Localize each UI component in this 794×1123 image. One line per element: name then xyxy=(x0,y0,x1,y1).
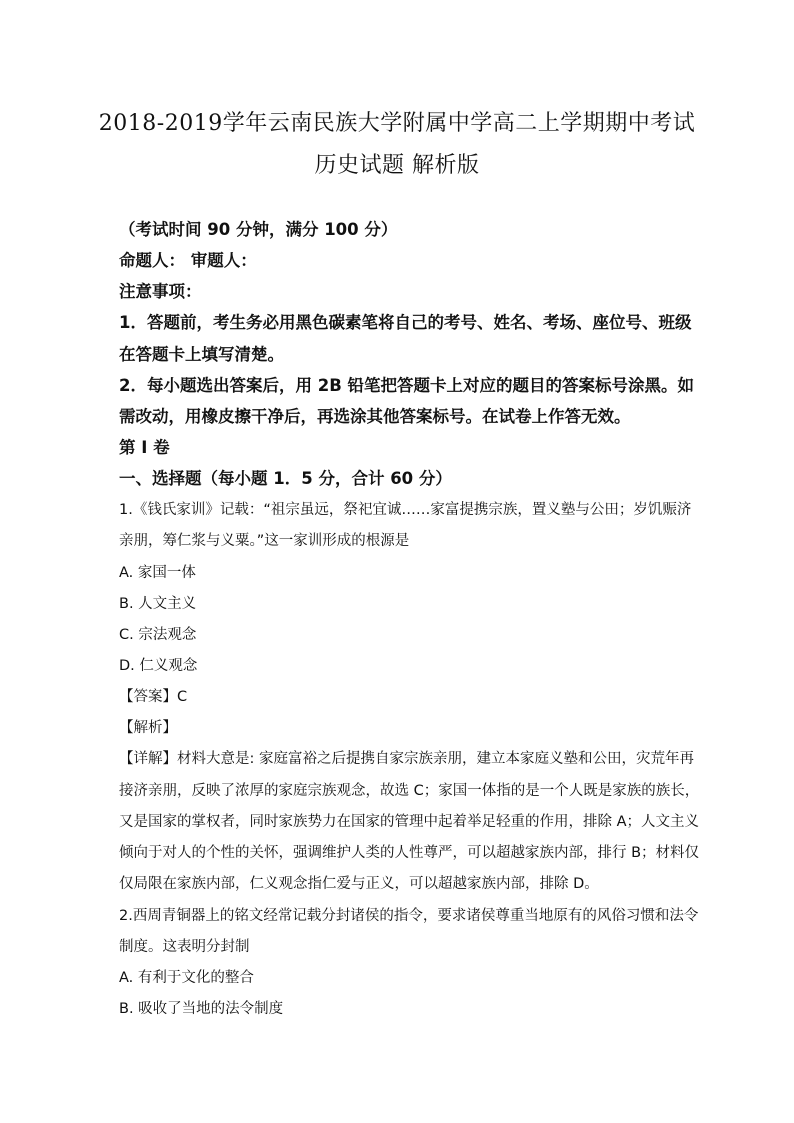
notice-item-1-line-1: 1．答题前，考生务必用黑色碳素笔将自己的考号、姓名、考场、座位号、班级 xyxy=(119,313,692,332)
question-1-detail-line-2: 接济亲朋，反映了浓厚的家庭宗族观念，故选 C；家国一体指的是一个人既是家族的族长， xyxy=(119,783,700,799)
document-title-line-1: 2018-2019学年云南民族大学附属中学高二上学期期中考试 xyxy=(98,111,696,136)
notice-item-2-line-2: 需改动，用橡皮擦干净后，再选涂其他答案标号。在试卷上作答无效。 xyxy=(119,407,631,426)
document-title-line-2: 历史试题 解析版 xyxy=(314,153,480,178)
question-1-detail-line-5: 仅局限在家族内部，仁义观念指仁爱与正义，可以超越家族内部，排除 D。 xyxy=(119,876,599,892)
question-1-option-d: D. 仁义观念 xyxy=(119,658,198,674)
question-1-stem-line-2: 亲朋，筹仁浆与义粟。”这一家训形成的根源是 xyxy=(119,533,410,549)
question-2-stem-line-1: 2.西周青铜器上的铭文经常记载分封诸侯的指令，要求诸侯尊重当地原有的风俗习惯和法令 xyxy=(119,908,699,924)
question-1-detail-line-4: 倾向于对人的个性的关怀，强调维护人类的人性尊严，可以超越家族内部，排行 B；材料仅 xyxy=(119,845,700,861)
question-2-option-a: A. 有利于文化的整合 xyxy=(119,970,254,986)
question-1-stem-line-1: 1.《钱氏家训》记载：“祖宗虽远，祭祀宜诚……家富提携宗族，置义塾与公田；岁饥赈济 xyxy=(119,502,692,518)
volume-label: 第 I 卷 xyxy=(119,438,170,457)
question-1-option-b: B. 人文主义 xyxy=(119,596,197,612)
question-1-analysis-label: 【解析】 xyxy=(119,720,177,736)
question-1-detail-line-3: 又是国家的掌权者，同时家族势力在国家的管理中起着举足轻重的作用，排除 A；人文主义 xyxy=(119,814,700,830)
section-heading: 一、选择题（每小题 1．5 分，合计 60 分） xyxy=(119,469,452,488)
notice-heading: 注意事项： xyxy=(119,282,202,301)
question-2-option-b: B. 吸收了当地的法令制度 xyxy=(119,1001,284,1017)
question-2-stem-line-2: 制度。这表明分封制 xyxy=(119,939,250,955)
notice-item-2-line-1: 2．每小题选出答案后，用 2B 铅笔把答题卡上对应的题目的答案标号涂黑。如 xyxy=(119,376,695,395)
authors-line: 命题人： 审题人： xyxy=(119,251,257,270)
exam-time-note: （考试时间 90 分钟，满分 100 分） xyxy=(119,220,398,239)
question-1-option-c: C. 宗法观念 xyxy=(119,627,197,643)
question-1-option-a: A. 家国一体 xyxy=(119,565,196,581)
question-1-detail-line-1: 【详解】材料大意是: 家庭富裕之后提携自家宗族亲朋，建立本家庭义塾和公田，灾荒年再 xyxy=(119,751,694,767)
notice-item-1-line-2: 在答题卡上填写清楚。 xyxy=(119,345,284,364)
question-1-answer: 【答案】C xyxy=(119,689,188,705)
